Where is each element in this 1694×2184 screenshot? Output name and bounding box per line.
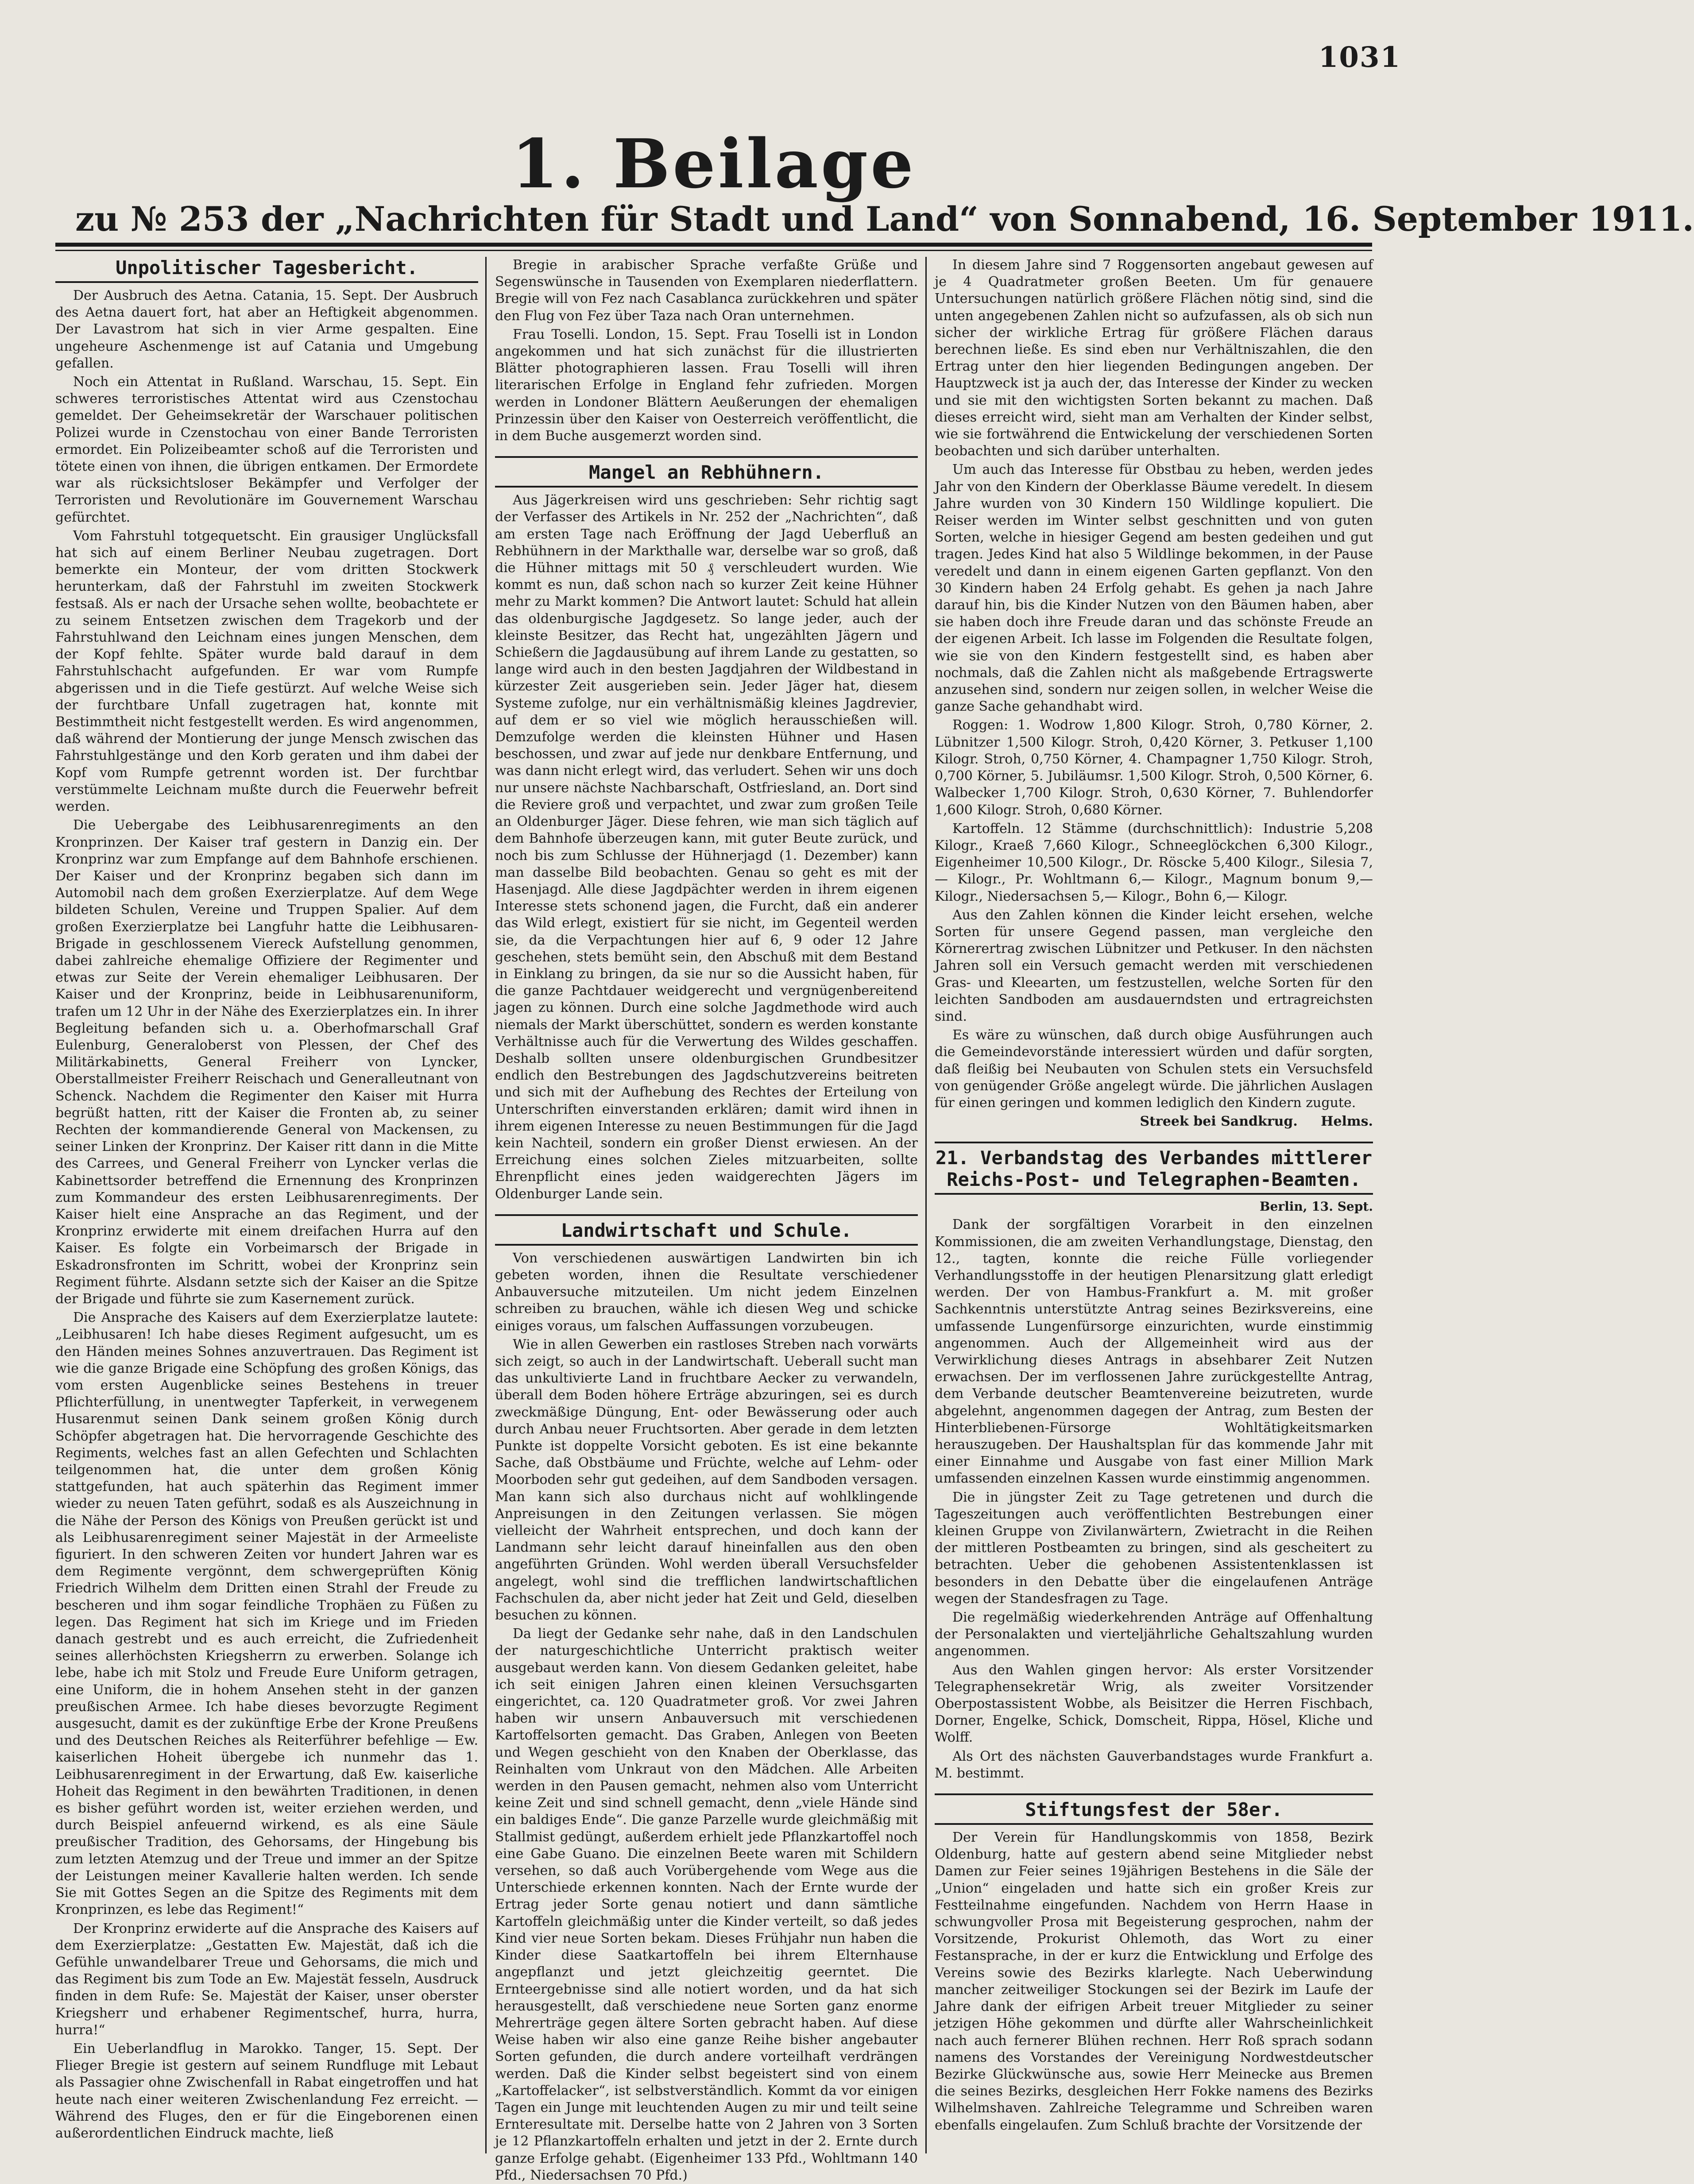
article-paragraph: Frau Toselli. London, 15. Sept. Frau Toselli ist in London angekommen und hat sich zunächst für die illustrierten Blätter photographieren lassen. Frau Toselli will ihren literarischen Erfolge in England fehr zufrieden. Morgen werden in Londoner Blättern Aeußerungen der ehemaligen Prinzessin über den Kaiser von Oesterreich veröffentlicht, die in dem Buche ausgemerzt worden sind.	[495, 326, 918, 444]
article-paragraph: Aus Jägerkreisen wird uns geschrieben: Sehr richtig sagt der Verfasser des Artikels in Nr. 252 der „Nachrichten“, daß am ersten Tage nach Eröffnung der Jagd Ueberfluß an Rebhühnern in der Markthalle war, derselbe war so groß, daß die Hühner mittags mit 50 ₰ verschleudert wurden. Wie kommt es nun, daß schon nach so kurzer Zeit keine Hühner mehr zu Markt kommen? Die Antwort lautet: Schuld hat allein das oldenburgische Jagdgesetz. So lange jeder, auch der kleinste Besitzer, das Recht hat, ungezählten Jägern und Schießern die Jagdausübung auf ihrem Lande zu gestatten, so lange wird auch in den besten Jagdjahren der Wildbestand in kürzester Zeit ausgerieben sein. Jeder Jäger hat, diesem Systeme zufolge, nur ein verhältnismäßig kleines Jagdrevier, auf dem er so viel wie möglich herausschießen will. Demzufolge werden die kleinsten Hühner und Hasen beschossen, und zwar auf jede nur denkbare Entfernung, und was dann nicht erlegt wird, das verludert. Sehen wir uns doch nur unsere nächste Nachbarschaft, Ostfriesland, an. Dort sind die Reviere groß und verpachtet, und zwar zum großen Teile an Oldenburger Jäger. Diese fehren, wie man sich täglich auf dem Bahnhofe überzeugen kann, mit guter Beute zurück, und noch bis zum Schlusse der Hühnerjagd (1. Dezember) kann man dasselbe Bild beobachten. Genau so geht es mit der Hasenjagd. Alle diese Jagdpächter werden in ihrem eigenen Interesse stets schonend jagen, die Furcht, daß ein anderer das Wild erlegt, existiert für sie nicht, im Gegenteil werden sie, da die Verpachtungen hier auf 6, 9 oder 12 Jahre geschehen, stets bemüht sein, den Abschuß mit dem Bestand in Einklang zu bringen, da sie nur so die Aussicht haben, für die ganze Pachtdauer weidgerecht und vergnügenbereitend jagen zu können. Durch eine solche Jagdmethode wird auch niemals der Markt überschüttet, sondern es werden konstante Verhältnisse auch für die Verwertung des Wildes geschaffen. Deshalb sollten unsere oldenburgischen Grundbesitzer endlich den Bestrebungen des Jagdschutzvereins beitreten und sich mit der Aufhebung des Rechtes der Erteilung von Unterschriften einverstanden erklären; damit wird ihnen in ihrem eigenen Interesse zu neuen Bestimmungen für die Jagd kein Nachteil, sondern ein großer Dienst erwiesen. An der Erreichung eines solchen Zieles mitzuarbeiten, sollte Ehrenpflicht eines jeden waidgerechten Jägers im Oldenburger Lande sein.	[495, 492, 918, 1202]
article-dateline: Berlin, 13. Sept.	[1259, 1199, 1373, 1214]
article-heading: Unpolitischer Tagesbericht.	[55, 257, 478, 283]
article-paragraph: Vom Fahrstuhl totgequetscht. Ein grausiger Unglücksfall hat sich auf einem Berliner Neubau zugetragen. Dort bemerkte ein Monteur, der vom dritten Stockwerk herunterkam, daß der Fahrstuhl im zweiten Stockwerk festsaß. Als er nach der Ursache sehen wollte, beobachtete er zu seinem Entsetzen zwischen dem Tragekorb und der Fahrstuhlwand den Leichnam eines jungen Menschen, dem der Kopf fehlte. Später wurde bald darauf in dem Fahrstuhlschacht aufgefunden. Er war vom Rumpfe abgerissen und in die Tiefe gestürzt. Auf welche Weise sich der furchtbare Unfall zugetragen hat, konnte mit Bestimmtheit nicht festgestellt werden. Es wird angenommen, daß während der Montierung der junge Mensch zwischen das Fahrstuhlgestänge und den Korb geraten und ihm dabei der Kopf vom Rumpfe getrennt worden ist. Der furchtbar verstümmelte Leichnam mußte durch die Feuerwehr befreit werden.	[55, 528, 478, 815]
article-paragraph: Als Ort des nächsten Gauverbandstages wurde Frankfurt a. M. bestimmt.	[935, 1748, 1373, 1781]
article-stiftungsfest	[935, 1793, 1373, 2134]
article-paragraph: Kartoffeln. 12 Stämme (durchschnittlich): Industrie 5,208 Kilogr., Kraeß 7,660 Kilogr., Schneeglöckchen 6,300 Kilogr., Eigenheimer 10,500 Kilogr., Dr. Röscke 5,400 Kilogr., Silesia 7,— Kilogr., Pr. Wohltmann 6,— Kilogr., Magnum bonum 9,— Kilogr., Niedersachsen 5,— Kilogr., Bohn 6,— Kilogr.	[935, 821, 1373, 904]
column-2	[495, 257, 918, 2183]
article-heading: 21. Verbandstag des Verbandes mittlerer Reichs-Post- und Telegraphen-Beamten.	[935, 1142, 1373, 1195]
article-continuation	[495, 257, 918, 445]
article-paragraph: Noch ein Attentat in Rußland. Warschau, 15. Sept. Ein schweres terroristisches Attentat wird aus Czenstochau gemeldet. Der Geheimsekretär der Warschauer politischen Polizei wurde in Czenstochau von einer Bande Terroristen ermordet. Ein Polizeibeamter schoß auf die Terroristen und tötete einen von ihnen, die übrigen entkamen. Der Ermordete war als rücksichtsloser Bekämpfer und Verfolger der Terroristen und Revolutionäre im Gouvernement Warschau gefürchtet.	[55, 374, 478, 525]
signature-place: Streek bei Sandkrug.	[1140, 1114, 1298, 1130]
article-paragraph: Es wäre zu wünschen, daß durch obige Ausführungen auch die Gemeindevorstände interessiert würden und dafür sorgten, daß fleißig bei Neubauten von Schulen stets ein Versuchsfeld von genügender Größe angelegt würde. Die jährlichen Auslagen für einen geringen und kommen lediglich den Kindern zugute.	[935, 1027, 1373, 1111]
issue-subtitle: zu № 253 der „Nachrichten für Stadt und Land“ von Sonnabend, 16. September 1911.	[75, 199, 1694, 239]
article-paragraph: Um auch das Interesse für Obstbau zu heben, werden jedes Jahr von den Kindern der Oberklasse Bäume veredelt. In diesem Jahre wurden von 30 Kindern 150 Wildlinge kopuliert. Die Reiser werden im Winter selbst geschnitten und von guten Sorten, welche in hiesiger Gegend am besten gedeihen und gut tragen. Jedes Kind hat also 5 Wildlinge bekommen, in der Pause veredelt und dann in einem eigenen Garten gepflanzt. Von den 30 Kindern haben 24 Erfolg gehabt. Es gehen ja nach Jahre darauf hin, bis die Kinder Nutzen von den Bäumen haben, aber sie haben doch ihre Freude daran und das schönste Freude an der eigenen Arbeit. Ich lasse im Folgenden die Resultate folgen, wie sie von den Kindern festgestellt sind, es haben aber nochmals, daß die Zahlen nicht als maßgebende Ertragswerte anzusehen sind, sondern nur zeigen sollen, in welcher Weise die ganze Sache gehandhabt wird.	[935, 462, 1373, 715]
article-heading: Stiftungsfest der 58er.	[935, 1793, 1373, 1825]
article-heading: Landwirtschaft und Schule.	[495, 1214, 918, 1246]
article-paragraph: Aus den Zahlen können die Kinder leicht ersehen, welche Sorten für unsere Gegend passen, man vergleiche den Körnerertrag zwischen Lübnitzer und Petkuser. In den nächsten Jahren soll ein Versuch gemacht werden mit verschiedenen Gras- und Kleearten, um festzustellen, welche Sorten für den leichten Sandboden am ausdauerndsten und ertragreichsten sind.	[935, 907, 1373, 1024]
article-paragraph: Von verschiedenen auswärtigen Landwirten bin ich gebeten worden, ihnen die Resultate verschiedener Anbauversuche mitzuteilen. Um nicht jedem Einzelnen schreiben zu brauchen, wähle ich diesen Weg und schicke einiges voraus, um falschen Auffassungen vorzubeugen.	[495, 1250, 918, 1334]
article-paragraph: Die Ansprache des Kaisers auf dem Exerzierplatze lautete: „Leibhusaren! Ich habe dieses Regiment aufgesucht, um es den Händen meines Sohnes anzuvertrauen. Das Regiment ist wie die ganze Brigade eine Schöpfung des großen Königs, das vom ersten Augenblicke seines Bestehens in treuer Pflichterfüllung, in unentwegter Tapferkeit, in verwegenem Husarenmut seinen Dank seinem großen König durch Schöpfer abgetragen hat. Die hervorragende Geschichte des Regiments, welches fast an allen Gefechten und Schlachten teilgenommen hat, die unter dem großen König stattgefunden, hat auch späterhin das Regiment immer wieder zu neuen Taten geführt, sodaß es als Auszeichnung in die Nähe der Person des Königs von Preußen gerückt ist und als Leibhusarenregiment seiner Majestät in der Armeeliste figuriert. In den schweren Zeiten vor hundert Jahren war es dem Regimente vergönnt, dem schwergeprüften König Friedrich Wilhelm dem Dritten einen Strahl der Freude zu bescheren und ihm sogar feindliche Trophäen zu Füßen zu legen. Das Regiment hat sich im Kriege und im Frieden danach gestrebt und es auch erreicht, die Zufriedenheit seines allerhöchsten Kriegsherrn zu erwerben. Solange ich lebe, habe ich mit Stolz und Freude Eure Uniform getragen, eine Uniform, die in hohem Ansehen steht in der ganzen preußischen Armee. Ich habe dieses bevorzugte Regiment ausgesucht, damit es der zukünftige Erbe der Krone Preußens und des Deutschen Reiches als Reiterführer befehlige — Ew. kaiserlichen Hoheit übergebe ich nunmehr das 1. Leibhusarenregiment in der Erwartung, daß Ew. kaiserliche Hoheit das Regiment in den bewährten Traditionen, in denen es bisher geführt worden ist, weiter erziehen werden, und durch Beispiel anfeuernd wirkend, es als eine Säule preußischer Tradition, des Gehorsams, der Hingebung bis zum letzten Atemzug und der Treue und immer an der Spitze der Leistungen meiner Kavallerie halten werden. Ich sende Sie mit Gottes Segen an die Spitze des Regiments mit dem Kronprinzen, es lebe das Regiment!“	[55, 1310, 478, 1918]
article-rebhuehner	[495, 456, 918, 1203]
article-paragraph: Der Verein für Handlungskommis von 1858, Bezirk Oldenburg, hatte auf gestern abend seine Mitglieder nebst Damen zur Feier seines 19jährigen Bestehens in die Säle der „Union“ eingeladen und hatte sich ein großer Kreis zur Festteilnahme eingefunden. Nachdem von Herrn Haase in schwungvoller Prosa mit Begeisterung gesprochen, nahm der Vorsitzende, Prokurist Ohlemoth, das Wort zu einer Festansprache, in der er kurz die Entwicklung und Erfolge des Vereins sowie des Bezirks klarlegte. Nach Ueberwindung mancher zeitweiliger Stockungen sei der Bezirk im Laufe der Jahre dank der eifrigen Arbeit treuer Mitglieder zu seiner jetzigen Höhe gekommen und dürfte aller Wahrscheinlichkeit nach auch fernerer Blühen rechnen. Herr Roß sprach sodann namens des Vorstandes der Vereinigung Nordwestdeutscher Bezirke Glückwünsche aus, sowie Herr Meinecke aus Bremen die seines Bezirks, desgleichen Herr Fokke namens des Bezirks Wilhelmshaven. Zahlreiche Telegramme und Schreiben waren ebenfalls eingelaufen. Zum Schluß brachte der Vorsitzende der	[935, 1830, 1373, 2133]
article-paragraph: Die in jüngster Zeit zu Tage getretenen und durch die Tageszeitungen auch veröffentlichten Bestrebungen einer kleinen Gruppe von Zivilanwärtern, Zwietracht in die Reihen der mittleren Postbeamten zu bringen, sind als gescheitert zu betrachten. Ueber die gehobenen Assistentenklassen ist besonders in den Debatte über die eingelaufenen Anträge wegen der Standesfragen zu Tage.	[935, 1489, 1373, 1607]
article-paragraph: In diesem Jahre sind 7 Roggensorten angebaut gewesen auf je 4 Quadratmeter großen Beeten. Um für genauere Untersuchungen natürlich größere Flächen nötig sind, sind die unten angegebenen Zahlen nicht so aufzufassen, als ob sich nun sicher der wirkliche Ertrag für größere Flächen daraus berechnen ließe. Es sind eben nur Verhältniszahlen, die den Ertrag unter den hier liegenden Bedingungen angeben. Der Hauptzweck ist ja auch der, das Interesse der Kinder zu wecken und sie mit den wichtigsten Sorten bekannt zu machen. Daß dieses erreicht wird, sieht man am Verhalten der Kinder selbst, wie sie fortwährend die Entwickelung der verschiedenen Sorten beobachten und sich darüber unterhalten.	[935, 257, 1373, 459]
signature-name: Helms.	[1321, 1114, 1373, 1130]
article-signature	[935, 1113, 1373, 1130]
article-tagesbericht	[55, 257, 478, 2142]
supplement-title: 1. Beilage	[511, 124, 916, 203]
header-rule-thick	[55, 243, 1372, 247]
article-landwirtschaft-continuation	[935, 257, 1373, 1130]
column-divider-1	[485, 257, 487, 2153]
article-paragraph: Die regelmäßig wiederkehrenden Anträge auf Offenhaltung der Personalakten und vierteljährliche Gehaltszahlung wurden angenommen.	[935, 1610, 1373, 1659]
article-paragraph: Der Ausbruch des Aetna. Catania, 15. Sept. Der Ausbruch des Aetna dauert fort, hat aber an Heftigkeit abgenommen. Der Lavastrom hat sich in vier Arme gespalten. Eine ungeheure Aschenmenge ist auf Catania und Umgebung gefallen.	[55, 288, 478, 371]
column-1	[55, 257, 478, 2153]
article-paragraph: Roggen: 1. Wodrow 1,800 Kilogr. Stroh, 0,780 Körner, 2. Lübnitzer 1,500 Kilogr. Stroh, 0,420 Körner, 3. Petkuser 1,100 Kilogr. Stroh, 0,750 Körner, 4. Champagner 1,750 Kilogr. Stroh, 0,700 Körner, 5. Jubiläumsr. 1,500 Kilogr. Stroh, 0,500 Körner, 6. Walbecker 1,700 Kilogr. Stroh, 0,630 Körner, 7. Buhlendorfer 1,600 Kilogr. Stroh, 0,680 Körner.	[935, 717, 1373, 818]
article-landwirtschaft	[495, 1214, 918, 2184]
article-paragraph: Dank der sorgfältigen Vorarbeit in den einzelnen Kommissionen, die am zweiten Verhandlungstage, Dienstag, den 12., tagten, konnte die reiche Fülle vorliegender Verhandlungsstoffe in der heutigen Plenarsitzung glatt erledigt werden. Der von Hambus-Frankfurt a. M. mit großer Sachkenntnis unterstützte Antrag seines Bezirksvereins, eine umfassende Lungenfürsorge einzurichten, wurde einstimmig angenommen. Auch der Allgemeinheit wird aus der Verwirklichung dieses Antrags in absehbarer Zeit Nutzen erwachsen. Der im verflossenen Jahre zurückgestellte Antrag, dem Verbande deutscher Beamtenvereine beizutreten, wurde abgelehnt, angenommen dagegen der Antrag, zum Besten der Hinterbliebenen-Fürsorge Wohltätigkeitsmarken herauszugeben. Der Haushaltsplan für das kommende Jahr mit einer Einnahme und Ausgabe von fast einer Million Mark umfassenden einzelnen Kassen wurde einstimmig angenommen.	[935, 1217, 1373, 1487]
column-3	[935, 257, 1373, 2153]
article-paragraph: Wie in allen Gewerben ein rastloses Streben nach vorwärts sich zeigt, so auch in der Landwirtschaft. Ueberall sucht man das unkultivierte Land in fruchtbare Aecker zu verwandeln, überall dem Boden höhere Erträge abzuringen, sei es durch zweckmäßige Düngung, Ent- oder Bewässerung oder auch durch Anbau neuer Fruchtsorten. Aber gerade in dem letzten Punkte ist doppelte Vorsicht geboten. Es ist eine bekannte Sache, daß Obstbäume und Früchte, welche auf Lehm- oder Moorboden sehr gut gedeihen, auf dem Sandboden versagen. Man kann sich also durchaus nicht auf wohlklingende Anpreisungen in den Zeitungen verlassen. Sie mögen vielleicht der Wahrheit entsprechen, und doch kann der Landmann sehr leicht darauf hineinfallen aus den oben angeführten Gründen. Wohl werden überall Versuchsfelder angelegt, wohl sind die trefflichen landwirtschaftlichen Fachschulen da, aber nicht jeder hat Zeit und Geld, dieselben besuchen zu können.	[495, 1336, 918, 1623]
article-paragraph: Bregie in arabischer Sprache verfaßte Grüße und Segenswünsche in Tausenden von Exemplaren niederflattern. Bregie will von Fez nach Casablanca zurückkehren und später den Flug von Fez über Taza nach Oran unternehmen.	[495, 257, 918, 324]
article-paragraph: Die Uebergabe des Leibhusarenregiments an den Kronprinzen. Der Kaiser traf gestern in Danzig ein. Der Kronprinz war zum Empfange auf dem Bahnhofe erschienen. Der Kaiser und der Kronprinz begaben sich dann im Automobil nach dem großen Exerzierplatze. Auf dem Wege bildeten Schulen, Vereine und Truppen Spalier. Auf dem großen Exerzierplatze bei Langfuhr hatte die Leibhusaren-Brigade in geschlossenem Viereck Aufstellung genommen, dabei zahlreiche ehemalige Offiziere der Regimenter und etwas zur Seite der Verein ehemaliger Leibhusaren. Der Kaiser und der Kronprinz, beide in Leibhusarenuniform, trafen um 12 Uhr in der Nähe des Exerzierplatzes ein. In ihrer Begleitung befanden sich u. a. Oberhofmarschall Graf Eulenburg, Generaloberst von Plessen, der Chef des Militärkabinetts, General Freiherr von Lyncker, Oberstallmeister Freiherr Reischach und Generalleutnant von Schenck. Nachdem die Regimenter den Kaiser mit Hurra begrüßt hatten, ritt der Kaiser die Fronten ab, zu seiner Rechten der kommandierende General von Mackensen, zu seiner Linken der Kronprinz. Der Kaiser ritt dann in die Mitte des Carrees, und General Freiherr von Lyncker verlas die Kabinettsorder betreffend die Ernennung des Kronprinzen zum Kommandeur des ersten Leibhusarenregiments. Der Kaiser hielt eine Ansprache an das Regiment, und der Kronprinz erwiderte mit einem dreifachen Hurra auf den Kaiser. Es folgte ein Vorbeimarsch der Brigade in Eskadronsfronten im Schritt, wobei der Kronprinz sein Regiment führte. Alsdann setzte sich der Kaiser an die Spitze der Brigade und führte sie zum Kasernement zurück.	[55, 817, 478, 1307]
article-verbandstag	[935, 1142, 1373, 1782]
page-number: 1031	[1318, 41, 1401, 74]
article-paragraph: Da liegt der Gedanke sehr nahe, daß in den Landschulen der naturgeschichtliche Unterricht praktisch weiter ausgebaut werden kann. Von diesem Gedanken geleitet, habe ich seit einigen Jahren einen kleinen Versuchsgarten eingerichtet, ca. 120 Quadratmeter groß. Vor zwei Jahren haben wir unsern Anbauversuch mit verschiedenen Kartoffelsorten gemacht. Das Graben, Anlegen von Beeten und Wegen geschieht von den Knaben der Oberklasse, das Reinhalten vom Unkraut von den Mädchen. Alle Arbeiten werden in den Pausen gemacht, nehmen also vom Unterricht keine Zeit und sind schnell gemacht, denn „viele Hände sind ein baldiges Ende“. Die ganze Parzelle wurde gleichmäßig mit Stallmist gedüngt, außerdem erhielt jede Pflanzkartoffel noch eine Gabe Guano. Die einzelnen Beete waren mit Schildern versehen, so daß auch Vorübergehende vom Wege aus die Unterschiede erkennen konnten. Nach der Ernte wurde der Ertrag jeder Sorte genau notiert und dann sämtliche Kartoffeln gleichmäßig unter die Kinder verteilt, so daß jedes Kind vier neue Sorten bekam. Dieses Frühjahr nun haben die Kinder diese Saatkartoffeln bei ihrem Elternhause angepflanzt und jetzt gleichzeitig geerntet. Die Ernteergebnisse sind alle notiert worden, und da hat sich herausgestellt, daß verschiedene neue Sorten ganz enorme Mehrerträge gegen ältere Sorten gebracht haben. Auf diese Weise haben wir also eine ganze Reihe bisher angebauter Sorten gefunden, die durch andere vorteilhaft verdrängen werden. Daß die Kinder selbst begeistert sind von einem „Kartoffelacker“, ist selbstverständlich. Kommt da vor einigen Tagen ein Junge mit leuchtenden Augen zu mir und teilt seine Ernteresultate mit. Derselbe hatte von 2 Jahren von 3 Sorten je 12 Pflanzkartoffeln erhalten und jetzt in der 2. Ernte durch ganze Erfolge gehabt. (Eigenheimer 133 Pfd., Wohltmann 140 Pfd., Niedersachsen 70 Pfd.)	[495, 1626, 918, 2183]
header-rule-thin	[55, 250, 1372, 251]
article-paragraph: Aus den Wahlen gingen hervor: Als erster Vorsitzender Telegraphensekretär Wrig, als zweiter Vorsitzender Oberpostassistent Wobbe, als Beisitzer die Herren Fischbach, Dorner, Engelke, Schick, Domscheit, Rippa, Hösel, Kliche und Wolff.	[935, 1662, 1373, 1746]
column-divider-2	[925, 257, 927, 2153]
article-paragraph: Der Kronprinz erwiderte auf die Ansprache des Kaisers auf dem Exerzierplatze: „Gestatten Ew. Majestät, daß ich die Gefühle unwandelbarer Treue und Gehorsams, die mich und das Regiment bis zum Tode an Ew. Majestät fesseln, Ausdruck finden in dem Rufe: Se. Majestät der Kaiser, unser oberster Kriegsherr und erhabener Regimentschef, hurra, hurra, hurra!“	[55, 1921, 478, 2038]
article-paragraph: Ein Ueberlandflug in Marokko. Tanger, 15. Sept. Der Flieger Bregie ist gestern auf seinem Rundfluge mit Lebaut als Passagier ohne Zwischenfall in Rabat eingetroffen und hat heute nach einer weiteren Zwischenlandung Fez erreicht. — Während des Fluges, den er für die Eingeborenen einen außerordentlichen Eindruck machte, ließ	[55, 2041, 478, 2141]
article-heading: Mangel an Rebhühnern.	[495, 456, 918, 488]
